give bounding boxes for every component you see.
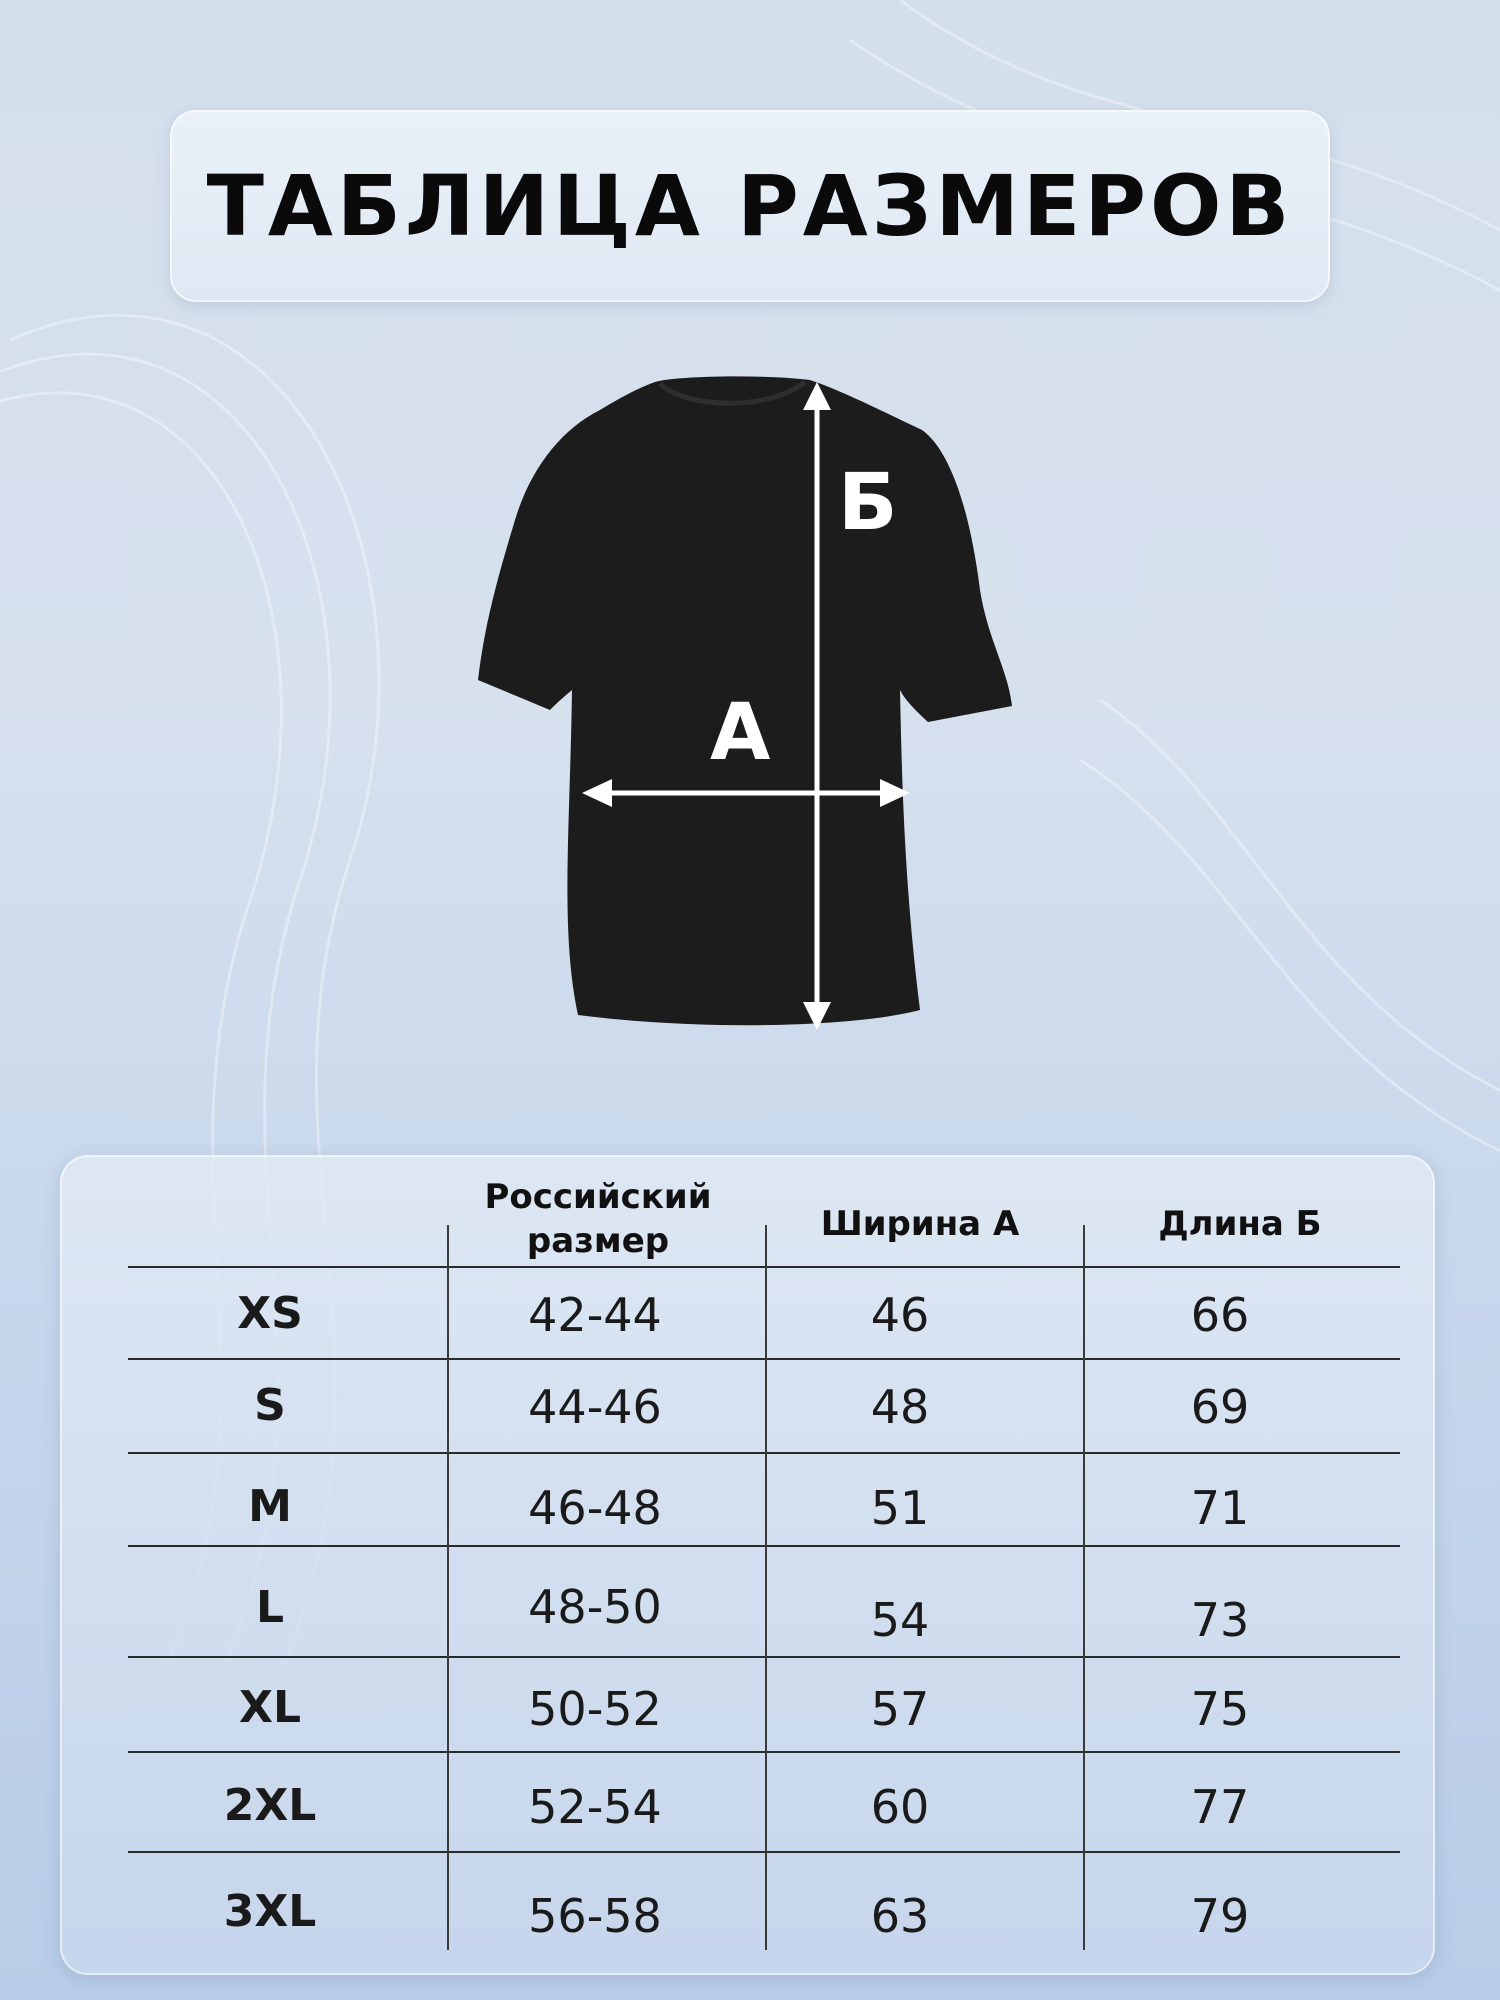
table-divider — [128, 1358, 1400, 1360]
width-cell: 60 — [870, 1780, 930, 1834]
size-cell: S — [254, 1380, 286, 1431]
length-cell: 75 — [1190, 1682, 1250, 1736]
table-divider — [128, 1656, 1400, 1658]
size-cell: L — [255, 1582, 285, 1633]
ru-size-cell: 46-48 — [528, 1481, 662, 1535]
table-divider — [128, 1751, 1400, 1753]
length-cell: 77 — [1190, 1780, 1250, 1834]
tshirt-diagram — [460, 370, 1040, 1050]
page-title: ТАБЛИЦА РАЗМЕРОВ — [206, 157, 1294, 255]
length-cell: 79 — [1190, 1889, 1250, 1943]
title-banner — [170, 110, 1330, 302]
length-cell: 66 — [1190, 1288, 1250, 1342]
width-cell: 48 — [870, 1380, 930, 1434]
table-divider — [128, 1851, 1400, 1853]
ru-size-cell: 48-50 — [528, 1580, 662, 1634]
size-cell: XS — [237, 1288, 303, 1339]
table-divider — [128, 1545, 1400, 1547]
width-cell: 51 — [870, 1481, 930, 1535]
width-cell: 54 — [870, 1593, 930, 1647]
size-cell: 2XL — [223, 1780, 317, 1831]
size-cell: 3XL — [223, 1886, 317, 1937]
size-cell: XL — [239, 1682, 301, 1733]
width-cell: 57 — [870, 1682, 930, 1736]
length-label: Б — [838, 458, 898, 548]
length-cell: 73 — [1190, 1593, 1250, 1647]
header-ru-size: Российский размер — [484, 1177, 712, 1261]
size-cell: M — [248, 1481, 292, 1532]
ru-size-cell: 56-58 — [528, 1889, 662, 1943]
table-divider — [128, 1452, 1400, 1454]
header-length: Длина Б — [1158, 1204, 1322, 1244]
width-cell: 63 — [870, 1889, 930, 1943]
table-divider — [128, 1266, 1400, 1268]
ru-size-cell: 44-46 — [528, 1380, 662, 1434]
width-label: А — [710, 688, 771, 778]
width-cell: 46 — [870, 1288, 930, 1342]
ru-size-cell: 42-44 — [528, 1288, 662, 1342]
header-width: Ширина А — [820, 1204, 1020, 1244]
length-cell: 71 — [1190, 1481, 1250, 1535]
ru-size-cell: 50-52 — [528, 1682, 662, 1736]
length-cell: 69 — [1190, 1380, 1250, 1434]
ru-size-cell: 52-54 — [528, 1780, 662, 1834]
